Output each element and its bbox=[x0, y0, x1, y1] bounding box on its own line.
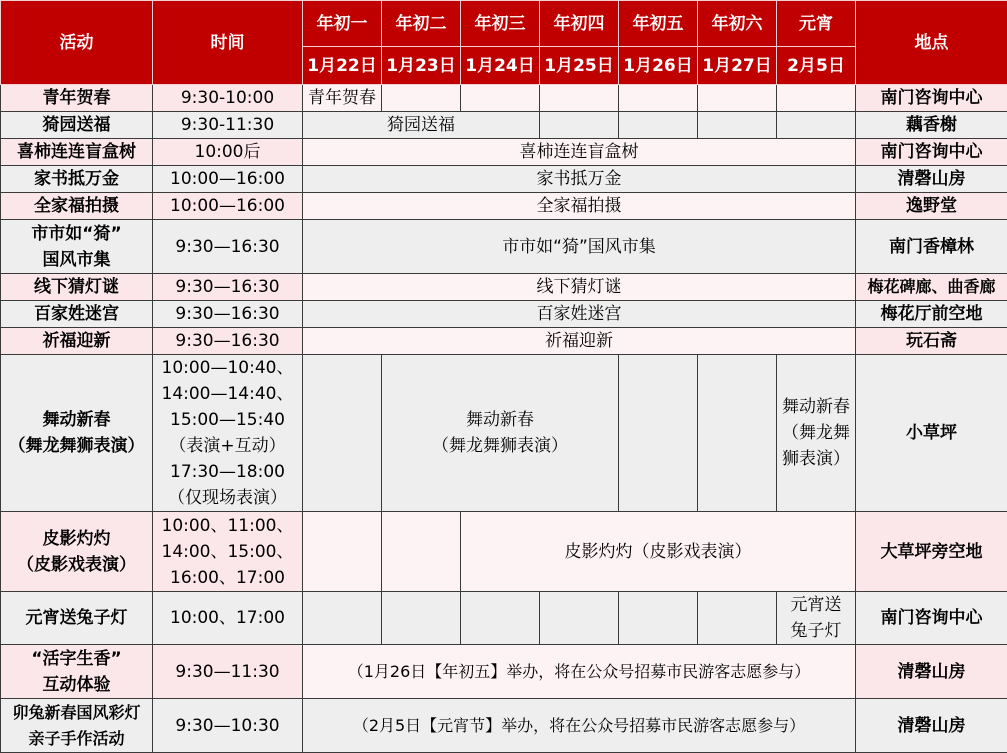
table-row bbox=[1, 166, 1007, 193]
activity-location: 南门香樟林 bbox=[856, 220, 1007, 274]
activity-name: 喜柿连连盲盒树 bbox=[1, 139, 153, 166]
empty-cell bbox=[540, 592, 619, 645]
activity-location: 清磬山房 bbox=[856, 166, 1007, 193]
empty-cell bbox=[540, 85, 619, 112]
header-day-label: 元宵 bbox=[777, 1, 856, 47]
empty-cell bbox=[619, 85, 698, 112]
activity-location: 南门咨询中心 bbox=[856, 592, 1007, 645]
activity-name: 卯兔新春国风彩灯 亲子手作活动 bbox=[1, 699, 153, 753]
activity-name: 元宵送兔子灯 bbox=[1, 592, 153, 645]
header-day-label: 年初二 bbox=[382, 1, 461, 47]
activity-time: 9:30-10:00 bbox=[153, 85, 303, 112]
empty-cell bbox=[382, 512, 461, 592]
yuanxiao-cell: 元宵送 兔子灯 bbox=[777, 592, 856, 645]
activity-span: 百家姓迷宫 bbox=[303, 301, 856, 328]
activity-span: 市市如“猗”国风市集 bbox=[303, 220, 856, 274]
header-day-label: 年初六 bbox=[698, 1, 777, 47]
activity-time: 9:30—16:30 bbox=[153, 328, 303, 355]
header-location: 地点 bbox=[856, 1, 1007, 85]
activity-span: 舞动新春 （舞龙舞狮表演） bbox=[382, 355, 619, 512]
activity-time: 10:00、17:00 bbox=[153, 592, 303, 645]
empty-cell bbox=[382, 85, 461, 112]
header-activity: 活动 bbox=[1, 1, 153, 85]
table-row bbox=[1, 645, 1007, 699]
activity-span: 猗园送福 bbox=[303, 112, 540, 139]
activity-name: 舞动新春 （舞龙舞狮表演） bbox=[1, 355, 153, 512]
activity-time: 10:00—10:40、 14:00—14:40、 15:00—15:40 （表演+互动） 17:30—18:00 （仅现场表演） bbox=[153, 355, 303, 512]
table-row bbox=[1, 220, 1007, 274]
table-row bbox=[1, 512, 1007, 592]
activity-location: 梅花厅前空地 bbox=[856, 301, 1007, 328]
empty-cell bbox=[382, 592, 461, 645]
activity-time: 10:00后 bbox=[153, 139, 303, 166]
table-row bbox=[1, 193, 1007, 220]
table-row bbox=[1, 699, 1007, 753]
activity-name: 家书抵万金 bbox=[1, 166, 153, 193]
activity-span: （2月5日【元宵节】举办，将在公众号招募市民游客志愿参与） bbox=[303, 699, 856, 753]
activity-name: 祈福迎新 bbox=[1, 328, 153, 355]
activity-span: （1月26日【年初五】举办，将在公众号招募市民游客志愿参与） bbox=[303, 645, 856, 699]
header-day-date: 1月25日 bbox=[540, 47, 619, 85]
empty-cell bbox=[698, 355, 777, 512]
header-time: 时间 bbox=[153, 1, 303, 85]
empty-cell bbox=[461, 592, 540, 645]
empty-cell bbox=[303, 592, 382, 645]
activity-span: 全家福拍摄 bbox=[303, 193, 856, 220]
table-row bbox=[1, 112, 1007, 139]
activity-span: 青年贺春 bbox=[303, 85, 382, 112]
header-row-days bbox=[1, 1, 1007, 47]
empty-cell bbox=[619, 355, 698, 512]
header-day-date: 2月5日 bbox=[777, 47, 856, 85]
table-row bbox=[1, 328, 1007, 355]
header-day-date: 1月26日 bbox=[619, 47, 698, 85]
activity-time: 9:30—10:30 bbox=[153, 699, 303, 753]
activity-location: 南门咨询中心 bbox=[856, 85, 1007, 112]
activity-location: 逸野堂 bbox=[856, 193, 1007, 220]
activity-time: 10:00—16:00 bbox=[153, 166, 303, 193]
activity-location: 清磬山房 bbox=[856, 699, 1007, 753]
activity-name: 百家姓迷宫 bbox=[1, 301, 153, 328]
empty-cell bbox=[619, 592, 698, 645]
header-day-label: 年初四 bbox=[540, 1, 619, 47]
activity-name: 线下猜灯谜 bbox=[1, 274, 153, 301]
header-day-label: 年初一 bbox=[303, 1, 382, 47]
activity-time: 9:30—16:30 bbox=[153, 220, 303, 274]
activity-location: 玩石斋 bbox=[856, 328, 1007, 355]
empty-cell bbox=[461, 85, 540, 112]
header-day-date: 1月23日 bbox=[382, 47, 461, 85]
empty-cell bbox=[698, 592, 777, 645]
activity-name: 皮影灼灼 （皮影戏表演） bbox=[1, 512, 153, 592]
table-row bbox=[1, 85, 1007, 112]
activity-location: 清磬山房 bbox=[856, 645, 1007, 699]
activity-location: 小草坪 bbox=[856, 355, 1007, 512]
activity-location: 梅花碑廊、曲香廊 bbox=[856, 274, 1007, 301]
header-day-date: 1月22日 bbox=[303, 47, 382, 85]
activity-span: 皮影灼灼（皮影戏表演） bbox=[461, 512, 856, 592]
yuanxiao-cell: 舞动新春 （舞龙舞 狮表演） bbox=[777, 355, 856, 512]
activity-name: 猗园送福 bbox=[1, 112, 153, 139]
activity-span: 喜柿连连盲盒树 bbox=[303, 139, 856, 166]
activity-location: 南门咨询中心 bbox=[856, 139, 1007, 166]
table-row bbox=[1, 355, 1007, 512]
table-row bbox=[1, 301, 1007, 328]
activity-time: 9:30-11:30 bbox=[153, 112, 303, 139]
header-day-date: 1月24日 bbox=[461, 47, 540, 85]
table-row bbox=[1, 139, 1007, 166]
empty-cell bbox=[698, 112, 777, 139]
activity-span: 线下猜灯谜 bbox=[303, 274, 856, 301]
activity-time: 10:00—16:00 bbox=[153, 193, 303, 220]
activity-time: 9:30—16:30 bbox=[153, 301, 303, 328]
activity-location: 大草坪旁空地 bbox=[856, 512, 1007, 592]
activity-location: 藕香榭 bbox=[856, 112, 1007, 139]
activity-time: 9:30—16:30 bbox=[153, 274, 303, 301]
header-day-date: 1月27日 bbox=[698, 47, 777, 85]
empty-cell bbox=[303, 512, 382, 592]
activity-time: 9:30—11:30 bbox=[153, 645, 303, 699]
activity-span: 祈福迎新 bbox=[303, 328, 856, 355]
empty-cell bbox=[540, 112, 619, 139]
activity-span: 家书抵万金 bbox=[303, 166, 856, 193]
empty-cell bbox=[698, 85, 777, 112]
empty-cell bbox=[777, 85, 856, 112]
activity-name: 市市如“猗” 国风市集 bbox=[1, 220, 153, 274]
empty-cell bbox=[619, 112, 698, 139]
activity-name: 青年贺春 bbox=[1, 85, 153, 112]
table-row bbox=[1, 274, 1007, 301]
empty-cell bbox=[777, 112, 856, 139]
activity-time: 10:00、11:00、 14:00、15:00、 16:00、17:00 bbox=[153, 512, 303, 592]
empty-cell bbox=[303, 355, 382, 512]
table-row bbox=[1, 592, 1007, 645]
header-day-label: 年初三 bbox=[461, 1, 540, 47]
activity-name: “活字生香” 互动体验 bbox=[1, 645, 153, 699]
header-day-label: 年初五 bbox=[619, 1, 698, 47]
activity-name: 全家福拍摄 bbox=[1, 193, 153, 220]
